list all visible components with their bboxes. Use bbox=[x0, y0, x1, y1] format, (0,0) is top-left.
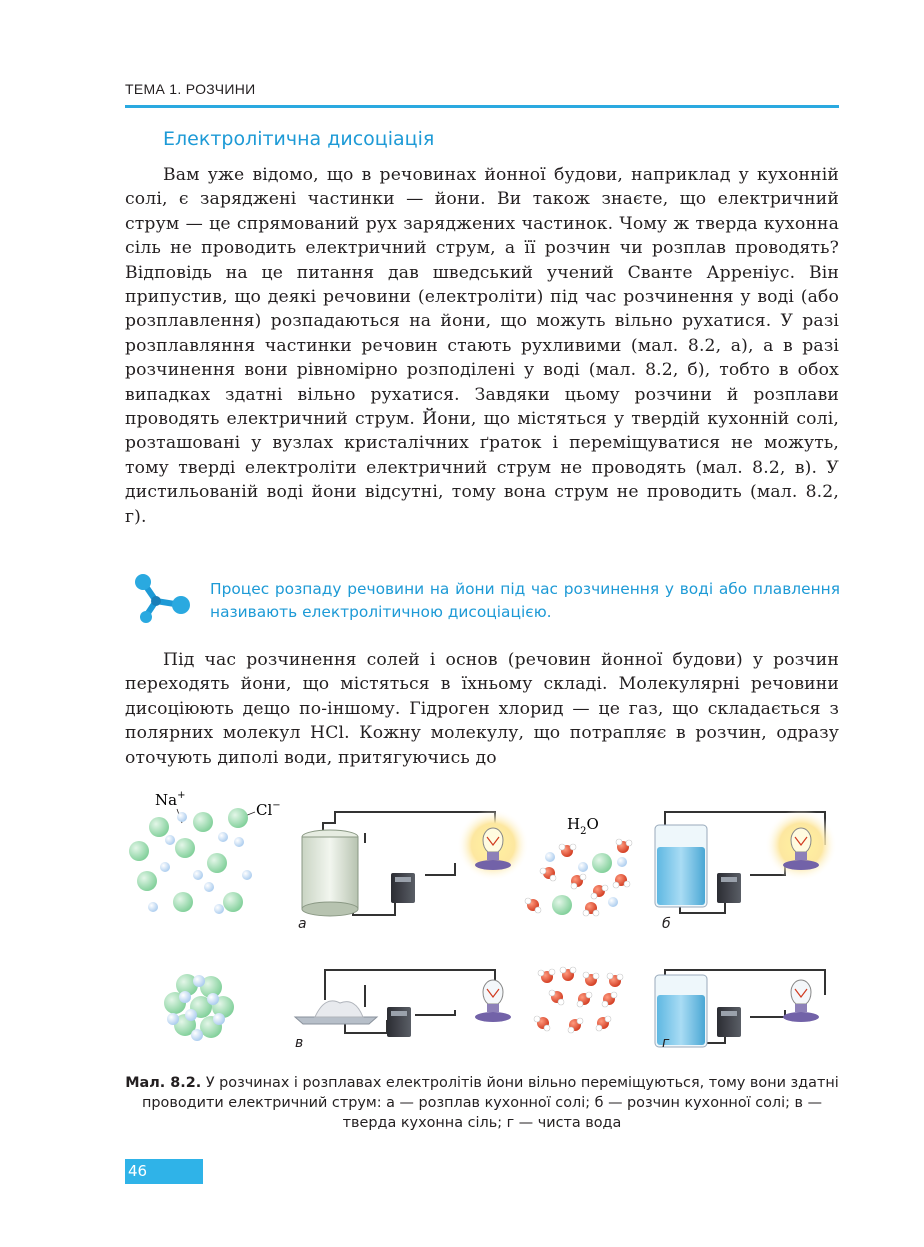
paragraph-1: Вам уже відомо, що в речовинах йонної будови, наприклад у кухонній солі, є заряджені частинки — йони. Ви також знаєте, що електричний струм — це спрямований рух заряджених частинок. Чому ж тверда кухонна сіль не проводить електричний струм, а її розчин чи розплав проводять? Відповідь на це питання дав шведський учений Сванте Арреніус. Він припустив, що деякі речовини (електроліти) під час розчинення у воді (або розплавлення) розпадаються на йони, що можуть вільно рухатися. У разі розплавляння частинки речовин стають рухливими (мал. 8.2, а), а в разі розчинення вони рівномірно розподілені у воді (мал. 8.2, б), тобто в обох випадках здатні вільно рухатися. Завдяки цьому розчини й розплави проводять електричний струм. Йони, що містяться у твердій кухонній солі, розташовані у вузлах кристалічних ґраток і переміщуватися не можуть, тому тверді електроліти електричний струм не проводять (мал. 8.2, в). У дистильованій воді йони відсутні, тому вона струм не проводить (мал. 8.2, г). bbox=[125, 165, 839, 527]
definition-text: Процес розпаду речовини на йони під час розчинення у воді або плавлення називають електролітичною дисоціацією. bbox=[210, 580, 840, 621]
letter-v: в bbox=[295, 1035, 304, 1051]
letter-a: а bbox=[298, 916, 307, 932]
caption-label: Мал. 8.2. bbox=[125, 1075, 202, 1091]
panel-v-circuit bbox=[295, 970, 511, 1051]
section-title: Електролітична дисоціація bbox=[163, 128, 435, 150]
panel-g-water bbox=[534, 967, 623, 1033]
letter-g: г bbox=[662, 1035, 670, 1051]
figure-caption bbox=[125, 1073, 839, 1133]
molecule-icon bbox=[128, 570, 198, 626]
page-number: 46 bbox=[125, 1159, 203, 1184]
header-rule bbox=[125, 105, 839, 108]
water-label: $H_2O$ bbox=[567, 815, 599, 837]
panel-a-ions bbox=[129, 790, 281, 914]
running-header: ТЕМА 1. РОЗЧИНИ bbox=[125, 81, 256, 97]
paragraph-2: Під час розчинення солей і основ (речовин йонної будови) у розчин переходять йони, що містяться в їхньому складі. Молекулярні речовини дисоціюють дещо по-іншому. Гідроген хлорид — це газ, що складається з полярних молекул HCl. Кожну молекулу, що потрапляє в розчин, одразу оточують диполі води, притягуючись до bbox=[125, 650, 839, 768]
panel-b-particles bbox=[525, 815, 632, 916]
figure-8-2 bbox=[125, 785, 839, 1067]
caption-text: У розчинах і розплавах електролітів йони вільно переміщуються, тому вони здатні проводити електричний струм: а — розплав кухонної солі; б — розчин кухонної солі; в — тверда кухонна сіль; г — чиста вода bbox=[142, 1075, 839, 1131]
na-ion-label: Na+ bbox=[155, 790, 186, 809]
panel-a-circuit bbox=[298, 809, 529, 932]
letter-b: б bbox=[662, 916, 671, 932]
panel-b-circuit bbox=[655, 809, 837, 932]
panel-g-circuit bbox=[655, 970, 825, 1051]
panel-v-crystal bbox=[164, 974, 234, 1041]
cl-ion-label: Cl− bbox=[256, 800, 281, 819]
